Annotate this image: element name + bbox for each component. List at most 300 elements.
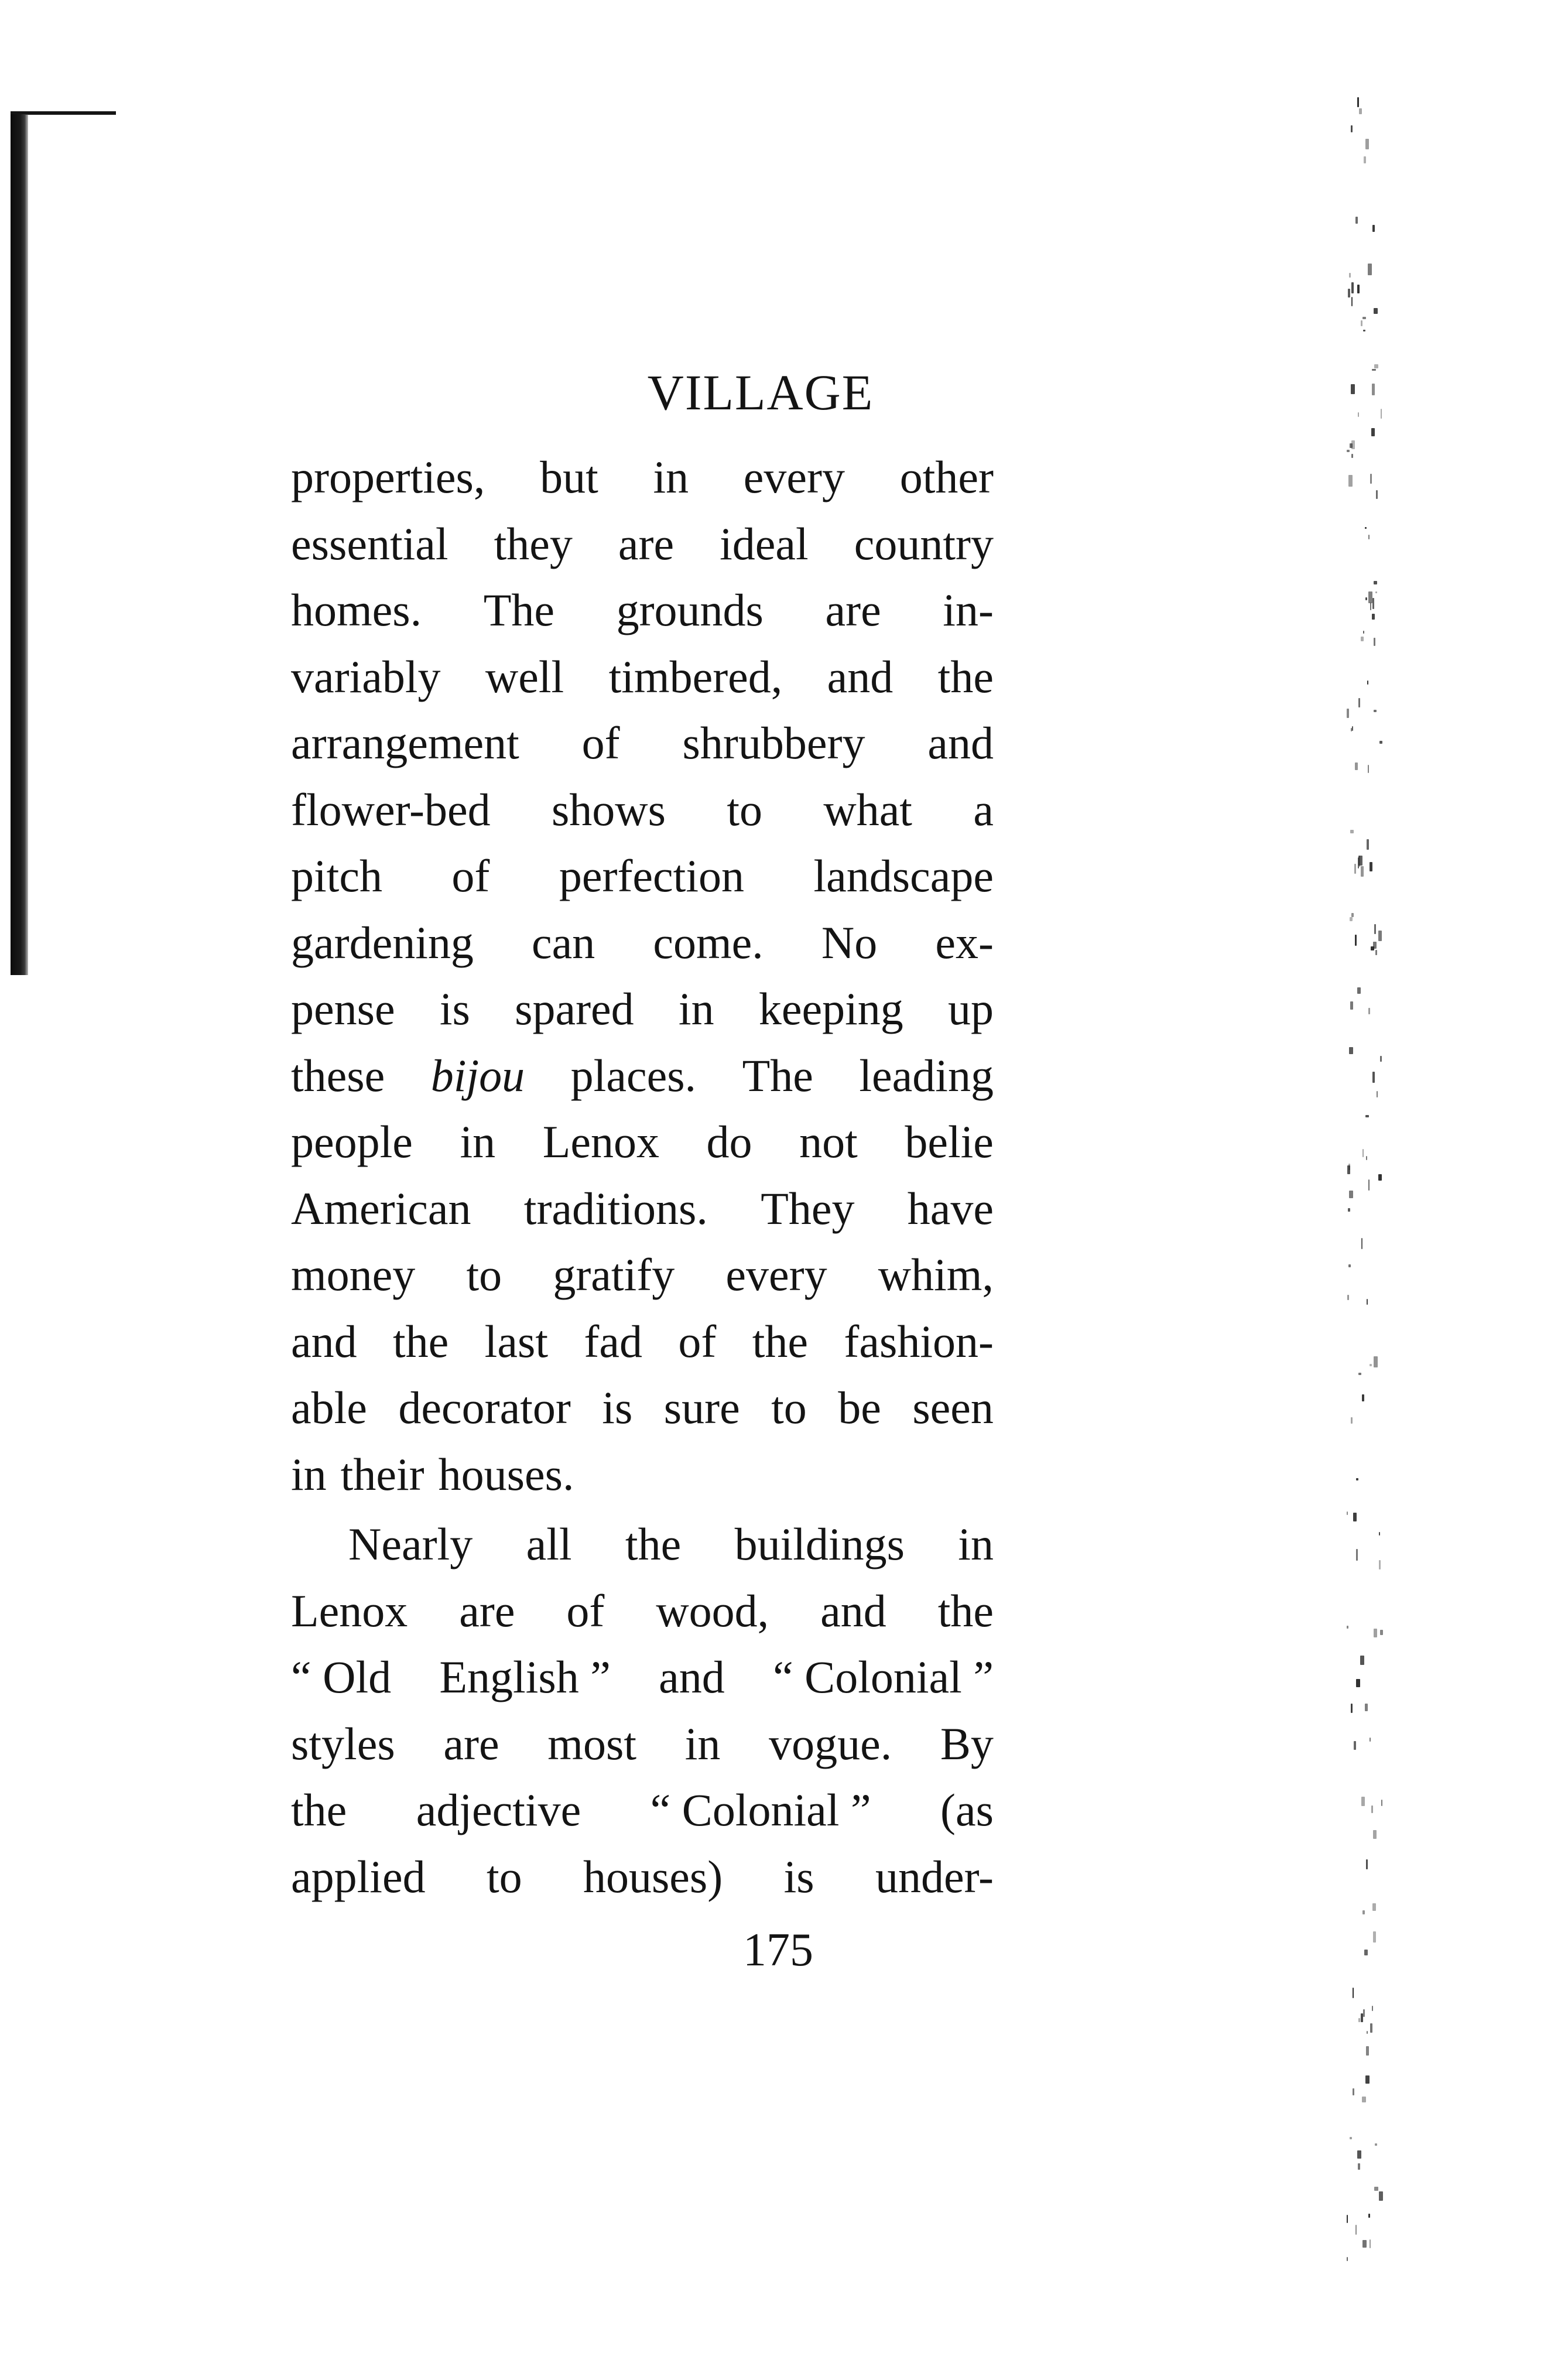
word-wrap bbox=[398, 1374, 570, 1441]
scan-speck bbox=[1347, 450, 1350, 452]
word: fashion- bbox=[844, 1315, 994, 1367]
word: these bbox=[291, 1049, 385, 1101]
word: but bbox=[540, 452, 598, 502]
text-line bbox=[291, 1374, 994, 1441]
text-line bbox=[291, 1644, 994, 1711]
word: are bbox=[825, 584, 881, 635]
word: of bbox=[678, 1315, 717, 1367]
scan-speck bbox=[1374, 308, 1378, 314]
scan-speck bbox=[1357, 285, 1360, 293]
word: No bbox=[821, 917, 878, 968]
word-wrap bbox=[487, 1844, 522, 1910]
word: shows bbox=[551, 784, 666, 835]
word: is bbox=[783, 1851, 814, 1902]
word: of bbox=[566, 1585, 605, 1636]
text-line bbox=[291, 1844, 994, 1910]
word-wrap bbox=[744, 444, 845, 511]
word: in bbox=[684, 1718, 721, 1769]
word: essential bbox=[291, 518, 449, 569]
word-wrap bbox=[820, 1578, 886, 1644]
word: variably bbox=[291, 651, 441, 702]
scan-speck bbox=[1357, 987, 1361, 994]
word-wrap bbox=[515, 976, 634, 1042]
text-line bbox=[291, 843, 994, 909]
scan-speck bbox=[1370, 1364, 1372, 1366]
word-wrap bbox=[526, 1511, 572, 1578]
scan-speck bbox=[1358, 2163, 1360, 2170]
text-line bbox=[291, 511, 994, 577]
scan-speck bbox=[1368, 1179, 1370, 1191]
scan-speck bbox=[1373, 942, 1377, 949]
word-wrap bbox=[291, 511, 449, 577]
word: in bbox=[678, 983, 714, 1034]
running-head: VILLAGE bbox=[647, 364, 874, 420]
word-wrap bbox=[291, 644, 441, 710]
word: gratify bbox=[553, 1249, 675, 1300]
word: and bbox=[291, 1315, 357, 1367]
word: (as bbox=[940, 1784, 994, 1835]
scan-speck bbox=[1379, 741, 1382, 744]
scan-speck bbox=[1355, 2225, 1357, 2235]
word: timbered, bbox=[608, 651, 783, 702]
word: the bbox=[752, 1315, 809, 1367]
scan-speck bbox=[1358, 2018, 1360, 2022]
word: other bbox=[899, 452, 994, 502]
scan-speck bbox=[1374, 710, 1377, 712]
word-wrap bbox=[291, 976, 395, 1042]
scan-speck bbox=[1377, 1091, 1378, 1097]
word: houses) bbox=[583, 1851, 723, 1902]
scan-speck bbox=[1362, 2240, 1367, 2248]
word-wrap bbox=[651, 1777, 871, 1844]
word-wrap bbox=[484, 577, 554, 644]
word: spared bbox=[515, 983, 634, 1034]
word: country bbox=[854, 518, 994, 569]
word-wrap bbox=[543, 1109, 659, 1175]
word: arrangement bbox=[291, 717, 519, 768]
scan-speck bbox=[1347, 1626, 1348, 1629]
scan-speck bbox=[1357, 2150, 1361, 2159]
body-text bbox=[291, 444, 994, 1910]
word-wrap bbox=[540, 444, 598, 511]
word: all bbox=[526, 1519, 572, 1569]
scan-speck bbox=[1372, 1072, 1375, 1083]
word: houses. bbox=[438, 1448, 574, 1500]
word: pense bbox=[291, 983, 395, 1034]
scan-speck bbox=[1347, 709, 1349, 718]
word: they bbox=[494, 518, 573, 569]
word: American bbox=[291, 1182, 471, 1234]
word-wrap bbox=[707, 1109, 752, 1175]
text-line bbox=[291, 1042, 994, 1109]
scan-speck bbox=[1370, 862, 1372, 871]
word-wrap bbox=[973, 777, 994, 843]
scan-speck bbox=[1349, 273, 1351, 278]
word-wrap bbox=[653, 444, 689, 511]
scan-speck bbox=[1373, 1830, 1377, 1839]
word-wrap bbox=[440, 976, 470, 1042]
scan-speck bbox=[1379, 1560, 1381, 1569]
page-number: 175 bbox=[743, 1924, 813, 1976]
scan-speck bbox=[1351, 125, 1353, 132]
word-wrap bbox=[900, 444, 994, 511]
scan-speck bbox=[1374, 638, 1375, 646]
scan-speck bbox=[1365, 139, 1369, 149]
text-line bbox=[291, 909, 994, 976]
word: By bbox=[940, 1718, 994, 1769]
scan-speck bbox=[1358, 856, 1362, 866]
scan-speck bbox=[1367, 1299, 1368, 1305]
word: do bbox=[706, 1116, 752, 1167]
scan-speck bbox=[1359, 108, 1362, 114]
word: and bbox=[659, 1651, 725, 1702]
word-wrap bbox=[912, 1374, 994, 1441]
scan-speck bbox=[1353, 1988, 1354, 1998]
word-wrap bbox=[940, 1711, 994, 1777]
scan-speck bbox=[1356, 1679, 1360, 1687]
word: English ” bbox=[439, 1651, 611, 1702]
scan-speck bbox=[1374, 581, 1377, 584]
word-wrap bbox=[905, 1109, 994, 1175]
word: are bbox=[618, 518, 675, 569]
word: their bbox=[340, 1448, 424, 1500]
scan-speck bbox=[1368, 264, 1372, 275]
scan-speck bbox=[1351, 913, 1354, 917]
scan-speck bbox=[1372, 225, 1375, 232]
word: ex- bbox=[935, 917, 994, 968]
scan-speck bbox=[1350, 2137, 1352, 2139]
binding-edge bbox=[11, 114, 28, 975]
word: not bbox=[799, 1116, 858, 1167]
word-wrap bbox=[742, 1042, 813, 1109]
scan-speck bbox=[1351, 297, 1353, 306]
scan-speck bbox=[1363, 631, 1364, 634]
word-wrap bbox=[552, 777, 666, 843]
scan-speck bbox=[1370, 1738, 1371, 1742]
scan-speck bbox=[1363, 2009, 1365, 2017]
word-wrap bbox=[664, 1374, 740, 1441]
word: be bbox=[838, 1382, 881, 1433]
word-wrap bbox=[927, 710, 994, 777]
word-wrap bbox=[609, 644, 783, 710]
word: in bbox=[460, 1116, 496, 1167]
word: is bbox=[439, 983, 470, 1034]
word-wrap bbox=[291, 1777, 347, 1844]
scan-speck bbox=[1366, 2046, 1369, 2056]
word-wrap bbox=[571, 1042, 696, 1109]
scan-speck bbox=[1365, 1115, 1369, 1117]
scan-speck bbox=[1374, 1356, 1378, 1367]
word-wrap bbox=[844, 1308, 994, 1375]
word-wrap bbox=[659, 1644, 725, 1711]
word: Lenox bbox=[291, 1585, 408, 1636]
scan-speck bbox=[1351, 1704, 1353, 1713]
scan-speck bbox=[1380, 1630, 1383, 1635]
word-wrap bbox=[559, 843, 744, 909]
scan-speck bbox=[1367, 839, 1369, 850]
word-wrap bbox=[771, 1374, 807, 1441]
word-wrap bbox=[875, 1844, 994, 1910]
text-line bbox=[291, 1511, 994, 1578]
word-wrap bbox=[583, 1844, 723, 1910]
word: under- bbox=[875, 1851, 994, 1902]
scan-speck bbox=[1374, 2187, 1378, 2191]
scan-speck bbox=[1361, 2013, 1363, 2022]
word-wrap bbox=[291, 1441, 327, 1508]
word-wrap bbox=[348, 1511, 473, 1578]
word: of bbox=[581, 717, 620, 768]
scan-speck bbox=[1370, 2023, 1372, 2033]
word: up bbox=[947, 983, 994, 1034]
word: can bbox=[532, 917, 595, 968]
word-wrap bbox=[948, 976, 994, 1042]
word-wrap bbox=[416, 1777, 581, 1844]
word: styles bbox=[291, 1718, 395, 1769]
word-wrap bbox=[678, 1308, 716, 1375]
word-wrap bbox=[625, 1511, 681, 1578]
scan-speck bbox=[1351, 440, 1355, 449]
scan-speck bbox=[1361, 1238, 1362, 1249]
text-line bbox=[291, 577, 994, 644]
text-line bbox=[291, 1777, 994, 1844]
word-wrap bbox=[618, 511, 674, 577]
word-wrap bbox=[393, 1308, 449, 1375]
scan-speck bbox=[1348, 289, 1350, 297]
word-wrap bbox=[935, 909, 994, 976]
word-wrap bbox=[725, 1242, 827, 1308]
word-wrap bbox=[859, 1042, 994, 1109]
word-wrap bbox=[341, 1441, 424, 1508]
word: the bbox=[393, 1315, 449, 1367]
text-line bbox=[291, 777, 994, 843]
scan-speck bbox=[1379, 1532, 1380, 1536]
scan-speck bbox=[1375, 2143, 1377, 2146]
word-wrap bbox=[451, 843, 489, 909]
word: bijou bbox=[430, 1049, 525, 1101]
word-wrap bbox=[761, 1175, 854, 1242]
word-wrap bbox=[291, 1109, 413, 1175]
scan-speck bbox=[1356, 1478, 1358, 1480]
word: to bbox=[727, 784, 763, 835]
word-wrap bbox=[854, 511, 994, 577]
scan-speck bbox=[1358, 1373, 1361, 1375]
scan-speck bbox=[1362, 1910, 1365, 1914]
word-wrap bbox=[566, 1578, 604, 1644]
word-wrap bbox=[958, 1511, 994, 1578]
word: in bbox=[653, 452, 689, 502]
word-wrap bbox=[439, 1644, 610, 1711]
word: ideal bbox=[720, 518, 809, 569]
text-line bbox=[291, 1308, 994, 1375]
scan-speck bbox=[1364, 156, 1366, 163]
word: “ Colonial ” bbox=[773, 1651, 994, 1702]
word-wrap bbox=[291, 777, 491, 843]
scan-speck bbox=[1347, 1165, 1350, 1174]
word: gardening bbox=[291, 917, 474, 968]
word-wrap bbox=[291, 1578, 408, 1644]
word-wrap bbox=[291, 1374, 367, 1441]
word: places. bbox=[570, 1049, 697, 1101]
word: every bbox=[725, 1249, 827, 1300]
word-wrap bbox=[938, 1578, 994, 1644]
scan-speck bbox=[1366, 1156, 1367, 1160]
scan-speck bbox=[1354, 864, 1356, 874]
word-wrap bbox=[943, 577, 994, 644]
word: applied bbox=[291, 1851, 426, 1902]
scan-speck bbox=[1375, 591, 1377, 593]
word-wrap bbox=[940, 1777, 994, 1844]
text-line bbox=[291, 644, 994, 710]
scan-speck bbox=[1358, 698, 1360, 707]
scan-speck bbox=[1361, 320, 1362, 326]
scan-speck bbox=[1370, 2239, 1371, 2248]
word-wrap bbox=[291, 577, 422, 644]
word: wood, bbox=[656, 1585, 769, 1636]
word: “ Colonial ” bbox=[650, 1784, 871, 1835]
scan-speck bbox=[1367, 680, 1368, 685]
word-wrap bbox=[759, 976, 903, 1042]
word-wrap bbox=[443, 1711, 499, 1777]
word: adjective bbox=[416, 1784, 581, 1835]
scan-speck bbox=[1367, 2031, 1368, 2034]
text-line bbox=[291, 1109, 994, 1175]
word: properties, bbox=[291, 452, 485, 502]
scan-speck bbox=[1349, 1191, 1353, 1198]
scan-speck bbox=[1353, 2088, 1354, 2095]
scan-speck bbox=[1372, 614, 1375, 620]
word-wrap bbox=[291, 1042, 385, 1109]
word: every bbox=[743, 452, 845, 502]
word: sure bbox=[663, 1382, 740, 1433]
scan-speck bbox=[1363, 330, 1365, 331]
word: the bbox=[937, 651, 994, 702]
scan-speck bbox=[1351, 1417, 1353, 1424]
word: landscape bbox=[813, 850, 994, 901]
word-wrap bbox=[291, 1242, 415, 1308]
scan-speck bbox=[1365, 527, 1367, 529]
word-wrap bbox=[685, 1711, 721, 1777]
word: a bbox=[973, 784, 994, 835]
word-wrap bbox=[821, 909, 877, 976]
scan-speck bbox=[1357, 97, 1359, 107]
scan-speck bbox=[1368, 1008, 1370, 1014]
word: most bbox=[547, 1718, 636, 1769]
scan-speck bbox=[1368, 535, 1370, 539]
scan-speck bbox=[1362, 2097, 1366, 2102]
scan-speck bbox=[1372, 598, 1374, 609]
scan-speck bbox=[1350, 830, 1354, 833]
word: shrubbery bbox=[682, 717, 865, 768]
scan-speck bbox=[1347, 1512, 1348, 1515]
text-line bbox=[291, 444, 994, 511]
scan-speck bbox=[1355, 217, 1358, 224]
word-wrap bbox=[683, 710, 865, 777]
scan-speck bbox=[1374, 924, 1376, 934]
scan-speck bbox=[1372, 2006, 1373, 2011]
word: seen bbox=[912, 1382, 994, 1433]
scan-speck bbox=[1355, 762, 1358, 770]
word-wrap bbox=[291, 710, 519, 777]
scan-speck bbox=[1368, 2214, 1370, 2218]
word-wrap bbox=[553, 1242, 675, 1308]
scan-speck bbox=[1353, 1513, 1357, 1521]
word-wrap bbox=[938, 644, 994, 710]
scan-speck bbox=[1349, 1047, 1353, 1054]
scan-speck bbox=[1375, 950, 1377, 955]
word: pitch bbox=[291, 850, 382, 901]
word-wrap bbox=[784, 1844, 814, 1910]
scan-speck bbox=[1352, 726, 1353, 731]
scan-speck bbox=[1378, 931, 1382, 941]
word: are bbox=[443, 1718, 499, 1769]
word: able bbox=[291, 1382, 367, 1433]
word-wrap bbox=[769, 1711, 892, 1777]
word-wrap bbox=[459, 1578, 515, 1644]
scan-speck bbox=[1362, 1394, 1364, 1401]
scan-speck bbox=[1348, 1208, 1350, 1212]
word: in bbox=[958, 1519, 994, 1569]
word: vogue. bbox=[769, 1718, 892, 1769]
word-wrap bbox=[679, 976, 714, 1042]
text-line bbox=[291, 976, 994, 1042]
text-line bbox=[291, 710, 994, 777]
word: The bbox=[483, 584, 554, 635]
scan-speck bbox=[1348, 475, 1353, 487]
scan-speck bbox=[1371, 428, 1375, 436]
word-wrap bbox=[823, 777, 912, 843]
scan-speck bbox=[1371, 1805, 1373, 1813]
word-wrap bbox=[653, 909, 763, 976]
text-line bbox=[291, 1441, 994, 1508]
word: fad bbox=[584, 1315, 642, 1367]
word: come. bbox=[653, 917, 764, 968]
scan-speck bbox=[1376, 490, 1378, 499]
scan-speck bbox=[1362, 317, 1366, 319]
word-wrap bbox=[291, 909, 474, 976]
word-wrap bbox=[291, 1644, 391, 1711]
word: money bbox=[291, 1249, 416, 1300]
word-wrap bbox=[439, 1441, 574, 1508]
scan-speck bbox=[1350, 1001, 1353, 1010]
word: “ Old bbox=[291, 1651, 392, 1702]
word: and bbox=[820, 1585, 886, 1636]
word-wrap bbox=[584, 1308, 642, 1375]
word: the bbox=[291, 1784, 347, 1835]
scan-speck bbox=[1365, 597, 1367, 600]
word-wrap bbox=[485, 1308, 548, 1375]
word: to bbox=[466, 1249, 502, 1300]
word: whim, bbox=[878, 1249, 994, 1300]
scan-speck bbox=[1370, 474, 1372, 484]
scan-speck bbox=[1350, 917, 1353, 921]
word: have bbox=[907, 1182, 994, 1234]
word-wrap bbox=[827, 644, 893, 710]
word-wrap bbox=[460, 1109, 495, 1175]
scan-speck bbox=[1374, 1629, 1377, 1637]
word: keeping bbox=[758, 983, 903, 1034]
word: buildings bbox=[734, 1519, 905, 1569]
text-line bbox=[291, 1242, 994, 1308]
word-wrap bbox=[720, 511, 809, 577]
word-wrap bbox=[656, 1578, 769, 1644]
word: and bbox=[927, 717, 994, 768]
scan-speck bbox=[1366, 1859, 1368, 1869]
scan-speck bbox=[1361, 1797, 1365, 1806]
word: belie bbox=[905, 1116, 994, 1167]
word-wrap bbox=[908, 1175, 994, 1242]
word: decorator bbox=[398, 1382, 571, 1433]
word: Nearly bbox=[348, 1519, 473, 1569]
